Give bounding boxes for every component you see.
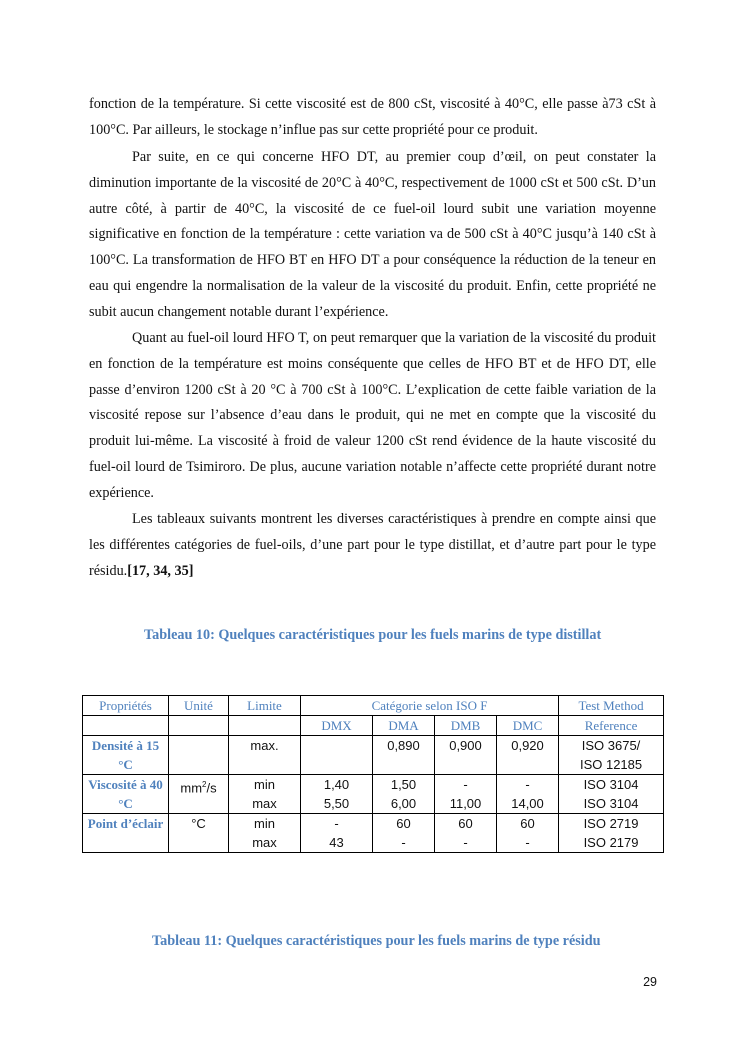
header-reference: Reference [559,716,664,736]
paragraph-4-text: Les tableaux suivants montrent les diverses caractéristiques à prendre en compte ainsi que les différentes catégories de fuel-oils, d’une part pour le type distillat, et d’autre part pour le type résidu. [89,511,656,579]
table-row-density [83,736,664,775]
row-dmc: - 14,00 [497,775,559,814]
table-10-caption: Tableau 10: Quelques caractéristiques pour les fuels marins de type distillat [144,627,602,643]
header-unit: Unité [169,696,229,716]
row-dma: 0,890 [373,736,435,775]
page-number: 29 [643,975,657,989]
header-properties: Propriétés [83,696,169,716]
row-dmb: 60 - [435,814,497,853]
table-subheader-row [83,716,664,736]
header-limit: Limite [229,696,301,716]
table-11-caption: Tableau 11: Quelques caractéristiques pour les fuels marins de type résidu [152,933,601,949]
paragraph-2: Par suite, en ce qui concerne HFO DT, au premier coup d’œil, on peut constater la diminution importante de la viscosité de 20°C à 40°C, respectivement de 1000 cSt et 500 cSt. D’un autre côté, à partir de 40°C, la viscosité de ce fuel-oil lourd subit une variation moyenne significative en fonction de la température : cette variation va de 500 cSt à 40°C jusqu’à 140 cSt à 100°C. La transformation de HFO BT en HFO DT a pour conséquence la réduction de la teneur en eau qui engendre la normalisation de la valeur de la viscosité du produit. Enfin, cette propriété ne subit aucun changement notable durant l’expérience. [89,149,656,320]
row-dmb: - 11,00 [435,775,497,814]
row-limit: max. [229,736,301,775]
row-property: Densité à 15 °C [83,736,169,775]
row-dmb: 0,900 [435,736,497,775]
row-dmx [301,736,373,775]
header-dmc: DMC [497,716,559,736]
table-10 [82,695,664,853]
paragraph-4 [89,507,656,584]
table-header-row [83,696,664,716]
header-dmb: DMB [435,716,497,736]
header-category: Catégorie selon ISO F [301,696,559,716]
table-row-flash-point [83,814,664,853]
table-row-viscosity [83,775,664,814]
row-test-method: ISO 3675/ ISO 12185 [559,736,664,775]
row-test-method: ISO 2719 ISO 2179 [559,814,664,853]
row-dma: 1,50 6,00 [373,775,435,814]
header-dma: DMA [373,716,435,736]
row-unit: $mm^2/s$ [169,775,229,814]
citation-refs: [17, 34, 35] [127,562,194,579]
row-unit [169,736,229,775]
paragraph-1: fonction de la température. Si cette viscosité est de 800 cSt, viscosité à 40°C, elle passe à73 cSt à 100°C. Par ailleurs, le stockage n’influe pas sur cette propriété pour ce produit. [89,96,656,138]
header-test-method: Test Method [559,696,664,716]
row-property: Point d’éclair [83,814,169,853]
row-dmx: 1,40 5,50 [301,775,373,814]
row-limit: min max [229,814,301,853]
row-limit: min max [229,775,301,814]
header-dmx: DMX [301,716,373,736]
paragraph-3: Quant au fuel-oil lourd HFO T, on peut remarquer que la variation de la viscosité du produit en fonction de la température est moins conséquente que celles de HFO BT et de HFO DT, elle passe d’environ 1200 cSt à 20 °C à 700 cSt à 100°C. L’explication de cette faible variation de la viscosité repose sur l’absence d’eau dans le produit, qui ne met en compte que la viscosité du produit lui-même. La viscosité à froid de valeur 1200 cSt rend évidence de la haute viscosité du fuel-oil lourd de Tsimiroro. De plus, aucune variation notable n’affecte cette propriété durant notre expérience. [89,330,656,501]
row-test-method: ISO 3104 ISO 3104 [559,775,664,814]
row-dma: 60 - [373,814,435,853]
row-dmc: 60 - [497,814,559,853]
row-property: Viscosité à 40 °C [83,775,169,814]
row-unit: °C [169,814,229,853]
row-dmc: 0,920 [497,736,559,775]
row-dmx: - 43 [301,814,373,853]
